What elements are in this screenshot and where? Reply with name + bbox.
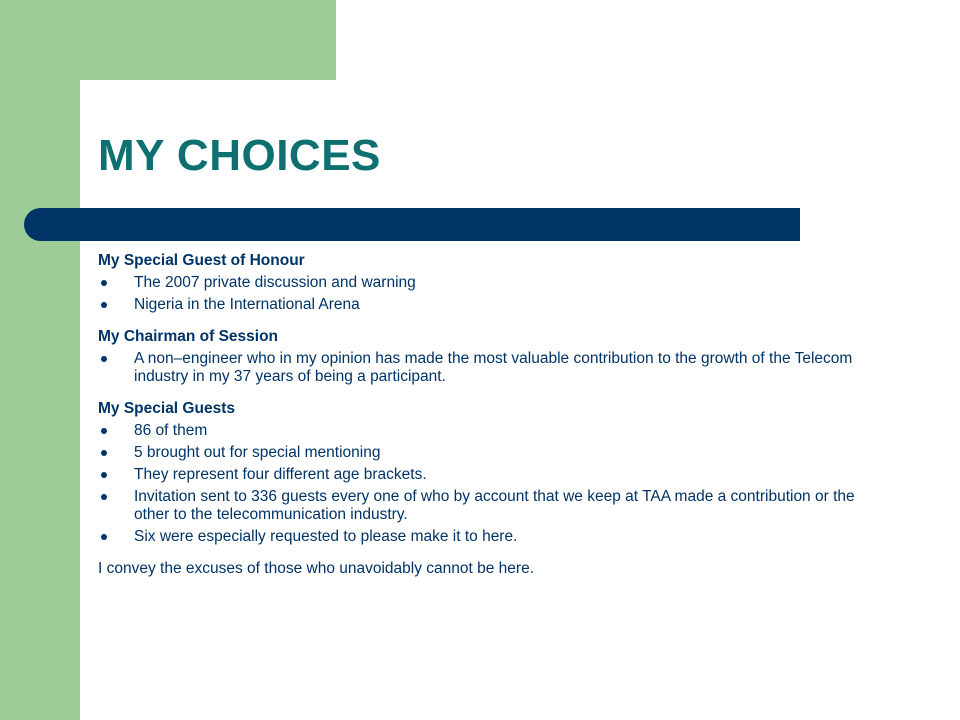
section-heading: My Chairman of Session [98,328,279,345]
list-item-text: Nigeria in the International Arena [134,296,360,313]
bullet-dot-icon [101,494,107,500]
bullet-dot-icon [101,450,107,456]
bullet-list [98,274,888,314]
left-decorative-bar [0,0,80,720]
list-item [98,274,888,292]
list-item [98,488,888,524]
section-chairman [98,328,888,386]
list-item [98,528,888,546]
bullet-list [98,350,888,386]
list-item-text: 5 brought out for special mentioning [134,444,381,461]
list-item-text: Six were especially requested to please make it to here. [134,528,518,545]
bullet-dot-icon [101,280,107,286]
section-special-guests [98,400,888,546]
bullet-dot-icon [101,302,107,308]
list-item-text: The 2007 private discussion and warning [134,274,416,291]
list-item [98,422,888,440]
list-item [98,296,888,314]
list-item-text: Invitation sent to 336 guests every one of who by account that we keep at TAA made a contribution or the other to the telecommunication industry. [134,488,855,523]
bullet-dot-icon [101,534,107,540]
closing-statement: I convey the excuses of those who unavoidably cannot be here. [98,560,535,577]
bullet-dot-icon [101,472,107,478]
list-item [98,444,888,462]
list-item [98,466,888,484]
slide-content [98,252,888,578]
section-heading: My Special Guests [98,400,235,417]
bullet-dot-icon [101,356,107,362]
title-underline-bar [24,208,800,241]
section-heading: My Special Guest of Honour [98,252,305,269]
list-item [98,350,888,386]
slide-title: MY CHOICES [98,131,381,180]
section-guest-of-honour [98,252,888,314]
list-item-text: A non–engineer who in my opinion has made the most valuable contribution to the growth of the Telecom industry in my 37 years of being a participant. [134,350,853,385]
list-item-text: 86 of them [134,422,208,439]
top-decorative-block [80,0,336,80]
list-item-text: They represent four different age brackets. [134,466,427,483]
bullet-dot-icon [101,428,107,434]
bullet-list [98,422,888,546]
